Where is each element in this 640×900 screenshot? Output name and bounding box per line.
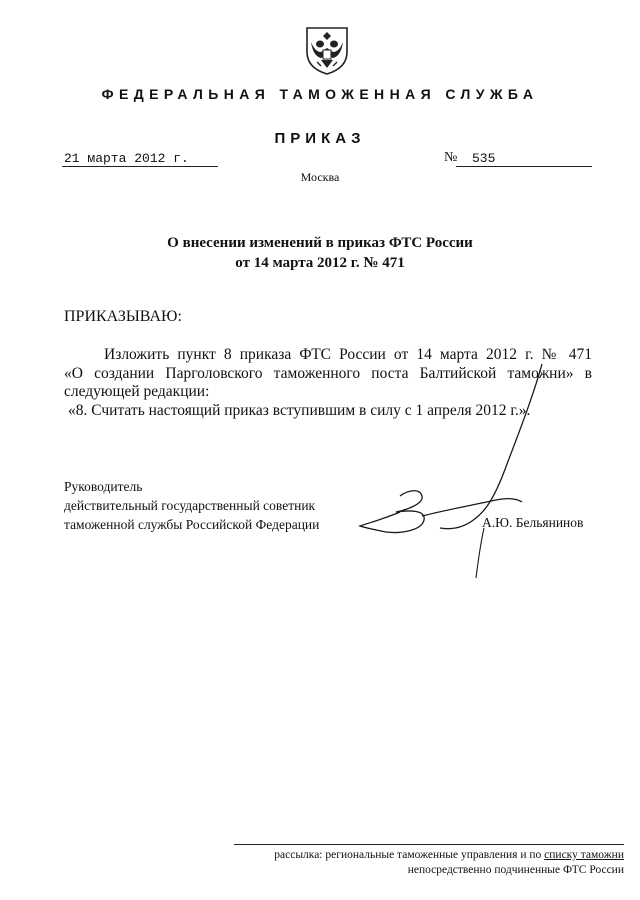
handwritten-signature [356,360,556,580]
signatory-line: действительный государственный советник [64,498,316,513]
distribution-underlined: списку таможни [544,849,624,861]
order-title [0,233,640,273]
order-date: 21 марта 2012 г. [64,151,189,166]
body-line: «О создании Парголовского таможенного поста Балтийской таможни» в [64,364,592,382]
order-number: 535 [472,151,496,166]
distribution-line: непосредственно подчиненные ФТС России [407,864,624,876]
title-line: от 14 марта 2012 г. № 471 [235,255,405,271]
signatory-line: Руководитель [64,479,143,494]
title-line: О внесении изменений в приказ ФТС России [167,235,473,251]
agency-name: ФЕДЕРАЛЬНАЯ ТАМОЖЕННАЯ СЛУЖБА [101,86,539,102]
number-underline [456,166,592,167]
number-label: № [444,150,458,165]
document-type: ПРИКАЗ [274,130,366,147]
distribution-list [234,848,624,878]
signatory-name: А.Ю. Бельянинов [482,515,584,530]
body-line: следующей редакции: [64,383,210,401]
signatory-title [64,477,319,534]
city: Москва [300,170,340,184]
distribution-text: рассылка: региональные таможенные управления и по [274,849,545,861]
signatory-line: таможенной службы Российской Федерации [64,517,320,532]
order-directive: ПРИКАЗЫВАЮ: [64,308,182,325]
body-line: Изложить пункт 8 приказа ФТС России от 14 марта 2012 г. № 471 [104,346,592,363]
distribution-divider [234,844,624,845]
date-underline [62,166,218,167]
body-line: «8. Считать настоящий приказ вступившим в силу с 1 апреля 2012 г.». [68,401,531,419]
coat-of-arms-icon [301,22,353,76]
distribution-line [234,848,624,863]
